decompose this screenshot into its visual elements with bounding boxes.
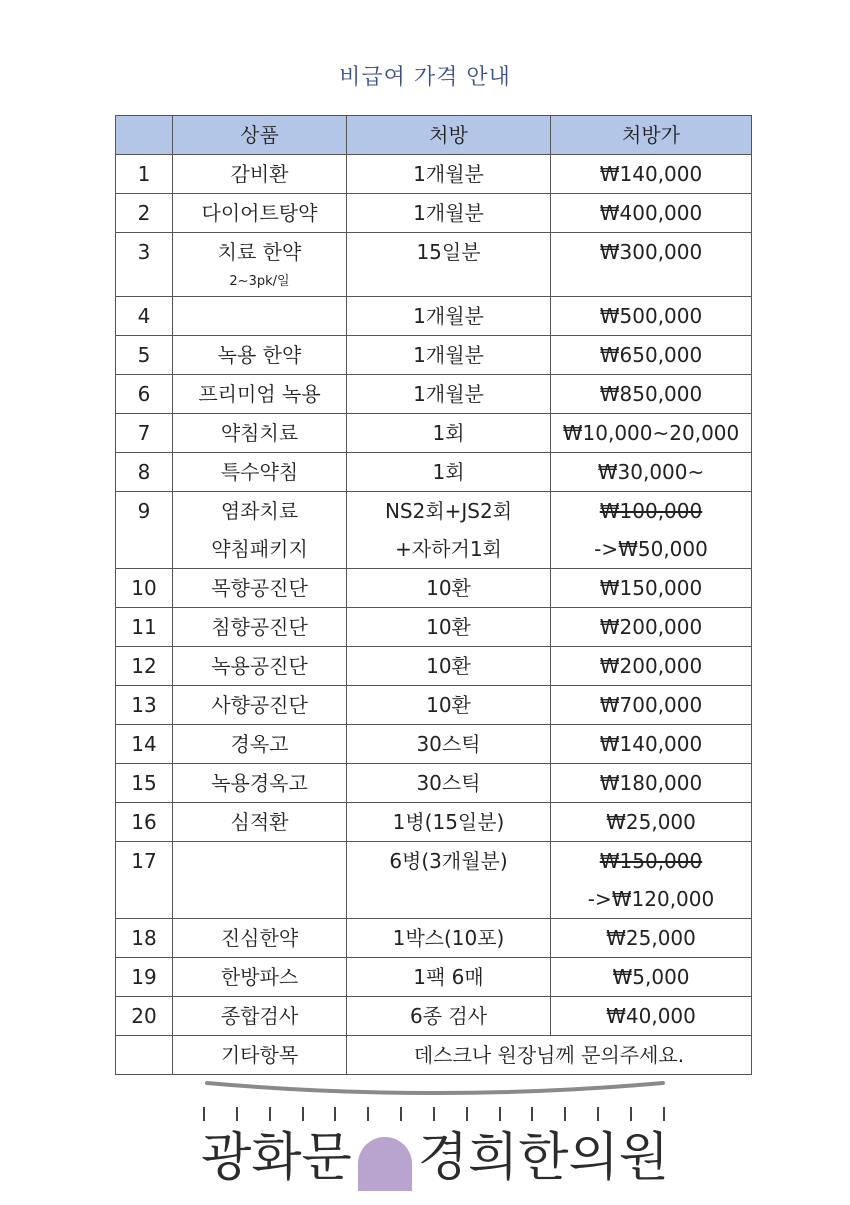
row-product <box>173 233 347 297</box>
row-product: 기타항목 <box>173 1036 347 1075</box>
row-prescription: 1박스(10포) <box>347 919 551 958</box>
table-row <box>116 233 752 297</box>
row-price: ₩30,000~ <box>551 453 752 492</box>
row-price: ₩150,000 <box>551 569 752 608</box>
row-product: 종합검사 <box>173 997 347 1036</box>
row-prescription: 1병(15일분) <box>347 803 551 842</box>
table-row <box>116 453 752 492</box>
row-product <box>173 297 347 336</box>
original-price: ₩100,000 <box>599 499 703 523</box>
row-no <box>116 1036 173 1075</box>
row-product: 녹용 한약 <box>173 336 347 375</box>
product-dosage-note: 2~3pk/일 <box>229 274 290 289</box>
row-prescription: 1회 <box>347 414 551 453</box>
row-no: 18 <box>116 919 173 958</box>
page-title: 비급여 가격 안내 <box>339 65 511 90</box>
row-product: 약침치료 <box>173 414 347 453</box>
row-price: ₩140,000 <box>551 155 752 194</box>
logo-ticks <box>203 1107 665 1123</box>
row-price <box>551 842 752 919</box>
table-row <box>116 297 752 336</box>
original-price: ₩150,000 <box>599 849 703 873</box>
row-prescription: 1회 <box>347 453 551 492</box>
row-prescription: 1개월분 <box>347 155 551 194</box>
table-row <box>116 194 752 233</box>
row-price: ₩200,000 <box>551 608 752 647</box>
row-product: 감비환 <box>173 155 347 194</box>
row-price: ₩180,000 <box>551 764 752 803</box>
prescription-line2: +자하거1회 <box>395 537 502 561</box>
row-price: ₩650,000 <box>551 336 752 375</box>
row-prescription: 10환 <box>347 647 551 686</box>
row-no: 14 <box>116 725 173 764</box>
row-product: 프리미엄 녹용 <box>173 375 347 414</box>
row-no: 13 <box>116 686 173 725</box>
row-no: 7 <box>116 414 173 453</box>
price-table <box>115 115 752 1075</box>
row-no: 11 <box>116 608 173 647</box>
row-no: 12 <box>116 647 173 686</box>
row-price: ₩25,000 <box>551 919 752 958</box>
dome-icon <box>358 1137 412 1191</box>
row-price: ₩850,000 <box>551 375 752 414</box>
row-product: 녹용공진단 <box>173 647 347 686</box>
row-prescription: 30스틱 <box>347 725 551 764</box>
row-prescription: 10환 <box>347 686 551 725</box>
row-product <box>173 842 347 919</box>
table-row <box>116 414 752 453</box>
row-price: ₩700,000 <box>551 686 752 725</box>
header-no <box>116 116 173 155</box>
row-prescription: 15일분 <box>347 233 551 297</box>
row-product: 한방파스 <box>173 958 347 997</box>
row-prescription: 30스틱 <box>347 764 551 803</box>
clinic-logo <box>195 1075 675 1195</box>
table-row <box>116 764 752 803</box>
product-name-line1: 염좌치료 <box>220 499 299 523</box>
row-price: ₩300,000 <box>551 233 752 297</box>
row-no: 3 <box>116 233 173 297</box>
table-row <box>116 958 752 997</box>
row-price <box>551 492 752 569</box>
table-row <box>116 492 752 569</box>
header-prescription: 처방 <box>347 116 551 155</box>
row-no: 8 <box>116 453 173 492</box>
row-no: 6 <box>116 375 173 414</box>
row-product <box>173 492 347 569</box>
table-row <box>116 725 752 764</box>
row-prescription: 1개월분 <box>347 297 551 336</box>
table-row <box>116 155 752 194</box>
table-header-row <box>116 116 752 155</box>
table-row-other <box>116 1036 752 1075</box>
table-row <box>116 647 752 686</box>
clinic-name-left: 광화문 <box>201 1128 352 1188</box>
clinic-name <box>195 1123 675 1193</box>
row-prescription: 10환 <box>347 569 551 608</box>
row-no: 20 <box>116 997 173 1036</box>
table-row <box>116 919 752 958</box>
prescription-line1: NS2회+JS2회 <box>384 499 513 523</box>
row-prescription <box>347 492 551 569</box>
row-price: ₩10,000~20,000 <box>551 414 752 453</box>
discount-price: ->₩120,000 <box>587 887 715 911</box>
row-price: ₩400,000 <box>551 194 752 233</box>
row-product: 다이어트탕약 <box>173 194 347 233</box>
table-row <box>116 686 752 725</box>
row-product: 진심한약 <box>173 919 347 958</box>
row-no: 5 <box>116 336 173 375</box>
row-no: 16 <box>116 803 173 842</box>
row-price: ₩25,000 <box>551 803 752 842</box>
row-product: 사향공진단 <box>173 686 347 725</box>
row-prescription: 10환 <box>347 608 551 647</box>
row-prescription: 6병(3개월분) <box>347 842 551 919</box>
table-row <box>116 997 752 1036</box>
row-product: 심적환 <box>173 803 347 842</box>
row-product: 특수약침 <box>173 453 347 492</box>
row-no: 15 <box>116 764 173 803</box>
table-row <box>116 842 752 919</box>
row-product: 녹용경옥고 <box>173 764 347 803</box>
row-price: ₩200,000 <box>551 647 752 686</box>
row-price: ₩5,000 <box>551 958 752 997</box>
row-no: 1 <box>116 155 173 194</box>
row-no: 17 <box>116 842 173 919</box>
row-price: ₩140,000 <box>551 725 752 764</box>
row-prescription: 1팩 6매 <box>347 958 551 997</box>
discount-price: ->₩50,000 <box>594 537 708 561</box>
row-product: 침향공진단 <box>173 608 347 647</box>
table-row <box>116 803 752 842</box>
row-no: 9 <box>116 492 173 569</box>
table-row <box>116 608 752 647</box>
inquiry-note: 데스크나 원장님께 문의주세요. <box>347 1036 752 1075</box>
row-no: 2 <box>116 194 173 233</box>
header-price: 처방가 <box>551 116 752 155</box>
product-name: 치료 한약 <box>217 240 302 264</box>
row-product: 경옥고 <box>173 725 347 764</box>
logo-arc <box>205 1075 665 1099</box>
row-no: 4 <box>116 297 173 336</box>
row-prescription: 1개월분 <box>347 194 551 233</box>
header-product: 상품 <box>173 116 347 155</box>
product-name-line2: 약침패키지 <box>211 537 308 561</box>
row-no: 19 <box>116 958 173 997</box>
row-price: ₩40,000 <box>551 997 752 1036</box>
row-prescription: 1개월분 <box>347 336 551 375</box>
row-prescription: 1개월분 <box>347 375 551 414</box>
table-row <box>116 375 752 414</box>
row-price: ₩500,000 <box>551 297 752 336</box>
row-prescription: 6종 검사 <box>347 997 551 1036</box>
row-no: 10 <box>116 569 173 608</box>
table-row <box>116 569 752 608</box>
clinic-name-right: 경희한의원 <box>417 1128 669 1188</box>
row-product: 목향공진단 <box>173 569 347 608</box>
table-row <box>116 336 752 375</box>
